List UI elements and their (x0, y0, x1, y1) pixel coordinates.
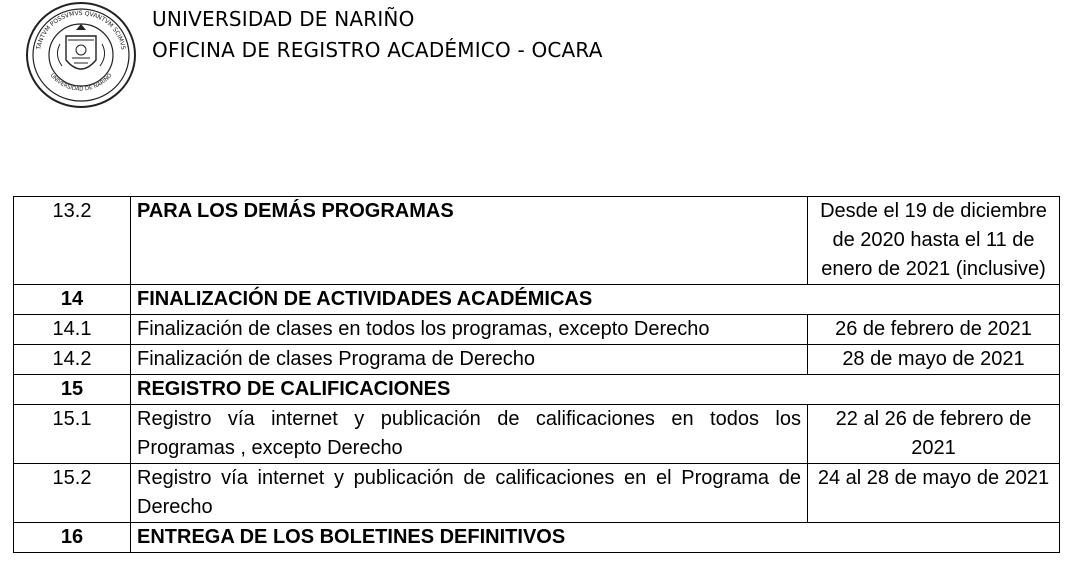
table-row (14, 464, 1060, 523)
section-title: ENTREGA DE LOS BOLETINES DEFINITIVOS (131, 523, 1060, 553)
activity-description: Registro vía internet y publicación de calificaciones en todos los Programas , excepto Derecho (131, 405, 808, 464)
item-number: 14.1 (14, 315, 131, 345)
section-number: 15 (14, 375, 131, 405)
activity-description: Registro vía internet y publicación de calificaciones en el Programa de Derecho (131, 464, 808, 523)
activity-date: 24 al 28 de mayo de 2021 (808, 464, 1060, 523)
table-row (14, 375, 1060, 405)
activity-date: Desde el 19 de diciembre de 2020 hasta el 11 de enero de 2021 (inclusive) (808, 197, 1060, 285)
university-seal-icon (24, 0, 138, 110)
activity-date: 22 al 26 de febrero de 2021 (808, 405, 1060, 464)
table-row (14, 315, 1060, 345)
office-name: OFICINA DE REGISTRO ACADÉMICO - OCARA (152, 38, 603, 62)
activity-description: Finalización de clases Programa de Derecho (131, 345, 808, 375)
activity-description: Finalización de clases en todos los programas, excepto Derecho (131, 315, 808, 345)
section-number: 16 (14, 523, 131, 553)
table-row (14, 405, 1060, 464)
activity-date: 28 de mayo de 2021 (808, 345, 1060, 375)
svg-text:TANTVM POSSVMVS QVANTVM SCIMVS: TANTVM POSSVMVS QVANTVM SCIMVS (35, 9, 127, 51)
table-row (14, 345, 1060, 375)
table-row (14, 523, 1060, 553)
document-header (0, 0, 1068, 112)
academic-calendar-table (13, 196, 1060, 553)
item-number: 14.2 (14, 345, 131, 375)
table-row (14, 285, 1060, 315)
section-title: REGISTRO DE CALIFICACIONES (131, 375, 1060, 405)
item-number: 13.2 (14, 197, 131, 285)
section-title: FINALIZACIÓN DE ACTIVIDADES ACADÉMICAS (131, 285, 1060, 315)
svg-text:UNIVERSIDAD DE NARIÑO: UNIVERSIDAD DE NARIÑO (48, 72, 114, 93)
item-number: 15.1 (14, 405, 131, 464)
activity-date: 26 de febrero de 2021 (808, 315, 1060, 345)
item-number: 15.2 (14, 464, 131, 523)
activity-title: PARA LOS DEMÁS PROGRAMAS (131, 197, 808, 285)
section-number: 14 (14, 285, 131, 315)
table-row (14, 197, 1060, 285)
institution-name: UNIVERSIDAD DE NARIÑO (152, 7, 415, 31)
